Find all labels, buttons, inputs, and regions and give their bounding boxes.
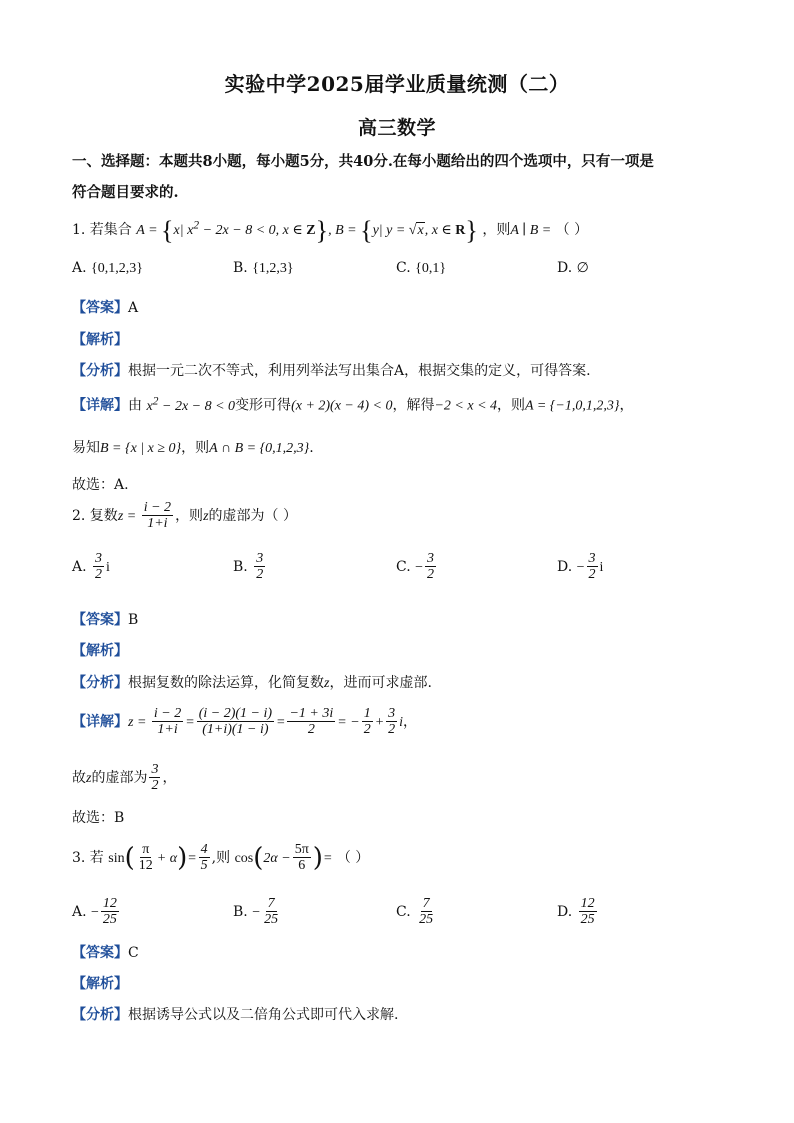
answer-tag: 【答案】 — [72, 300, 128, 316]
formula-option: ∅ — [576, 261, 589, 276]
formula-fraction: $\frac{12}{25}$ — [102, 896, 117, 928]
option-label: D. — [557, 260, 573, 276]
formula: z = — [117, 508, 140, 524]
text-fragment: ，则 — [497, 397, 526, 414]
text-fragment: ，则 — [181, 440, 210, 456]
question-1-tail: ，则 — [482, 222, 511, 239]
formula: i — [106, 559, 110, 575]
formula: 2α − — [263, 850, 291, 866]
q3-jiexi — [72, 973, 128, 993]
q2-gu: 故z的虚部为 $\frac{3}{2}$ ， — [72, 762, 177, 794]
formula-fraction: $\frac{5\pi}{6}$ — [294, 842, 309, 874]
formula-fraction: $\frac{12}{25}$ — [580, 896, 595, 928]
option-label: D. — [557, 558, 573, 575]
formula-fraction: $\frac{3}{2}$ — [151, 762, 159, 794]
option-label: B. — [233, 558, 248, 575]
formula-fraction: $\frac{i - 2}{1+i}$ — [153, 706, 182, 738]
q1-jiexi — [72, 329, 128, 349]
text-fragment: ，解得 — [392, 397, 435, 414]
section-heading-line1: 一、选择题：本题共8小题，每小题5分，共40分.在每小题给出的四个选项中，只有一项是 — [72, 153, 654, 170]
formula-fraction: $\frac{4}{5}$ — [200, 842, 208, 874]
text-fragment: ，则 — [175, 507, 204, 524]
formula-option: {0,1,2,3} — [91, 261, 143, 276]
q3-option-a — [72, 896, 121, 928]
question-3-prefix: 3. 若 — [72, 849, 104, 866]
formula-fraction: $\frac{3}{2}$ — [427, 551, 435, 583]
jiexi-tag: 【解析】 — [72, 332, 128, 348]
option-label: C. — [396, 558, 411, 575]
formula: = — [322, 850, 333, 866]
option-label: C. — [396, 903, 411, 920]
q2-xiangjie: 【详解】z = $\frac{i - 2}{1+i}$ = $\frac{(i - 2)(1 - i)}{(1+i)(1 - i)}$ = $\frac{-1 + 3i}{2}$ = − $\frac{1}{2}$ + $\frac{3}{2}$ i， — [72, 706, 418, 738]
text-fragment: 故 — [72, 769, 86, 786]
formula-option: {0,1} — [415, 261, 447, 276]
q3-option-b — [233, 896, 282, 928]
formula-fraction: $\frac{3}{2}$ — [95, 551, 103, 583]
q2-answer — [72, 609, 138, 629]
answer-value: A — [128, 300, 139, 316]
q2-option-a — [72, 551, 110, 583]
formula: = — [185, 714, 195, 730]
section-heading-line2: 符合题目要求的. — [72, 184, 179, 201]
fenxi-text: 根据一元二次不等式，利用列举法写出集合A，根据交集的定义，可得答案. — [128, 363, 591, 379]
fenxi-tag: 【分析】 — [72, 675, 128, 691]
page-title: 实验中学2025届学业质量统测（二） — [224, 72, 570, 96]
fenxi-text: 根据诱导公式以及二倍角公式即可代入求解. — [128, 1007, 399, 1023]
formula: z — [86, 770, 92, 786]
q1-guxuan: 故选：A. — [72, 477, 129, 493]
text-fragment: 的虚部为 — [91, 769, 148, 786]
formula: − — [415, 559, 424, 575]
option-label: A. — [72, 903, 87, 920]
q3-fenxi — [72, 1004, 398, 1024]
q1-option-c — [396, 260, 446, 277]
formula: − — [252, 904, 261, 920]
q3-option-d — [557, 896, 599, 928]
formula: cos — [234, 850, 254, 866]
formula: −2 < x < 4 — [434, 398, 498, 414]
q2-option-c — [396, 551, 438, 583]
q1-fenxi — [72, 360, 591, 380]
answer-tag: 【答案】 — [72, 945, 128, 961]
q2-option-d — [557, 551, 603, 583]
xiangjie-tag: 【详解】 — [72, 397, 128, 414]
option-label: A. — [72, 558, 87, 575]
formula-fraction: $\frac{\pi}{12}$ — [138, 842, 153, 874]
q1-option-d — [557, 260, 589, 277]
q1-answer — [72, 297, 138, 317]
option-label: D. — [557, 903, 573, 920]
question-3: 3. 若 sin( $\frac{\pi}{12}$ + α)= $\frac{4}{5}$ ,则 cos(2α − $\frac{5\pi}{6}$ )= （ ） — [72, 842, 370, 874]
formula: A ∩ B = {0,1,2,3} — [209, 441, 310, 456]
page-subtitle: 高三数学 — [357, 117, 436, 139]
formula: − — [91, 904, 99, 920]
answer-value: C — [128, 945, 139, 961]
formula-fraction: $\frac{3}{2}$ — [388, 706, 396, 738]
formula: + — [374, 714, 385, 730]
q2-fenxi — [72, 672, 432, 692]
option-label: C. — [396, 260, 411, 276]
formula-fraction: $\frac{3}{2}$ — [256, 551, 264, 583]
formula: $x^2 - 2x - 8 < 0$ — [146, 394, 236, 414]
formula-option: {1,2,3} — [252, 261, 294, 276]
formula: z — [203, 508, 209, 524]
formula: z — [324, 676, 330, 691]
jiexi-tag: 【解析】 — [72, 976, 128, 992]
formula: (x + 2)(x − 4) < 0 — [291, 398, 393, 414]
option-label: A. — [72, 260, 87, 276]
formula: B = {x | x ≥ 0} — [100, 441, 182, 456]
question-1 — [72, 216, 588, 246]
text-fragment: 易知 — [72, 440, 100, 456]
formula: i — [599, 559, 604, 575]
formula-fraction: $\frac{i - 2}{1+i}$ — [143, 500, 172, 532]
q3-answer — [72, 942, 139, 962]
q2-option-b — [233, 551, 267, 583]
question-2-prefix: 2. 复数 — [72, 507, 118, 524]
question-1-prefix: 1. 若集合 — [72, 222, 132, 239]
formula-set-a: A = {x| $x^2 - 2x - 8 < 0$, x ∈ Z}, B = {y| y = √x, x ∈ R} — [136, 216, 478, 245]
formula: i — [399, 714, 404, 730]
xiangjie-tag: 【详解】 — [72, 713, 128, 730]
formula: = − — [337, 714, 360, 730]
formula-fraction: $\frac{(i - 2)(1 - i)}{(1+i)(1 - i)}$ — [198, 706, 273, 738]
formula-fraction: $\frac{-1 + 3i}{2}$ — [289, 706, 334, 738]
formula-fraction: $\frac{7}{25}$ — [264, 896, 279, 928]
text-fragment: 则 — [216, 849, 231, 866]
formula: + α — [156, 850, 178, 866]
q2-guxuan: 故选：B — [72, 810, 125, 826]
formula-intersection: A ∣ B = — [510, 223, 552, 239]
formula-fraction: $\frac{7}{25}$ — [419, 896, 434, 928]
fenxi-tag: 【分析】 — [72, 363, 128, 379]
formula: A = {−1,0,1,2,3} — [525, 398, 620, 414]
formula: = — [276, 714, 286, 730]
q1-xiangjie-line2: 易知B = {x | x ≥ 0}，则A ∩ B = {0,1,2,3}. — [72, 440, 314, 456]
text-fragment: 变形可得 — [235, 397, 292, 414]
formula: = — [187, 850, 197, 866]
q1-option-b — [233, 260, 294, 277]
answer-tag: 【答案】 — [72, 612, 128, 628]
option-label: B. — [233, 260, 248, 276]
jiexi-tag: 【解析】 — [72, 643, 128, 659]
question-3-paren: （ ） — [336, 849, 370, 866]
option-label: B. — [233, 903, 248, 920]
formula: z = — [128, 714, 150, 730]
fenxi-text: 根据复数的除法运算，化简复数 — [128, 675, 324, 691]
formula-fraction: $\frac{3}{2}$ — [588, 551, 596, 583]
formula-fraction: $\frac{1}{2}$ — [363, 706, 371, 738]
text-fragment: 的虚部为（ ） — [208, 507, 297, 524]
q1-xiangjie-line1: 【详解】由 $x^2 - 2x - 8 < 0$变形可得(x + 2)(x − 4) < 0，解得−2 < x < 4，则A = {−1,0,1,2,3}， — [72, 394, 634, 414]
q1-option-a — [72, 260, 143, 277]
q3-option-c — [396, 896, 437, 928]
text-fragment: 由 — [128, 397, 142, 414]
fenxi-tag: 【分析】 — [72, 1007, 128, 1023]
question-2 — [72, 500, 297, 532]
fenxi-text: ，进而可求虚部. — [329, 675, 432, 691]
q2-jiexi — [72, 640, 128, 660]
formula: sin — [108, 850, 125, 866]
formula: − — [576, 559, 585, 575]
question-1-paren: （ ） — [555, 222, 589, 239]
answer-value: B — [128, 612, 139, 628]
